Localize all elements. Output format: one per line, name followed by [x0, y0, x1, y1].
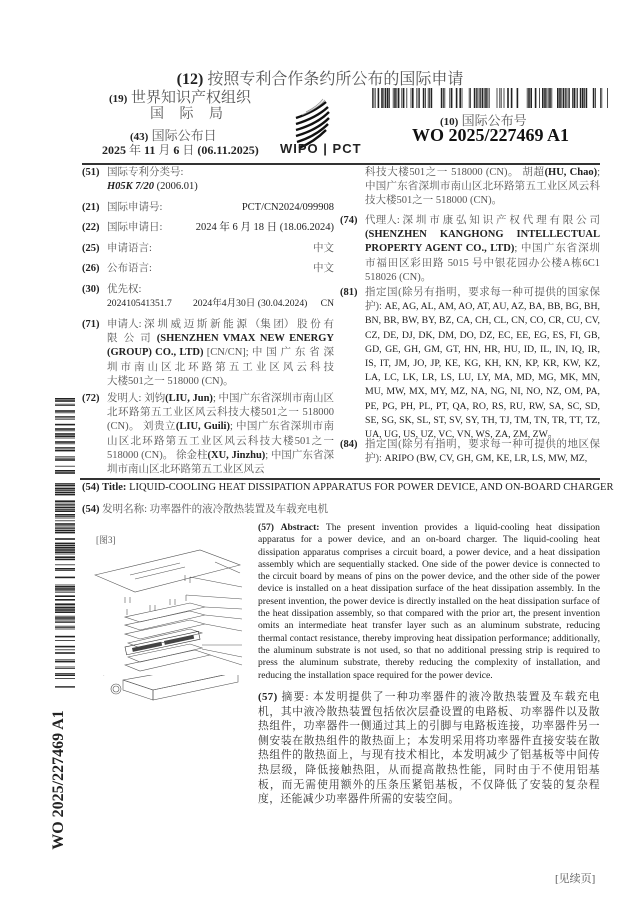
field-label: 公布语言: — [107, 263, 152, 274]
barcode-bar — [55, 466, 75, 467]
barcode-bar — [477, 88, 478, 108]
barcode-bar — [55, 619, 75, 620]
barcode-bar — [499, 88, 500, 108]
barcode-bar — [55, 487, 75, 488]
barcode-bar — [55, 603, 75, 605]
barcode-bar — [412, 88, 414, 108]
pub-day-cn: 日 — [182, 143, 195, 157]
barcode-bar — [55, 435, 75, 437]
barcode-bar — [55, 419, 75, 420]
field-label: 优先权: — [107, 284, 142, 295]
inventor-address: ; 中国广东省深圳市南山区北环路第五工业区风云 — [107, 449, 334, 476]
inventor-address: ; 中国广东省深圳市南山区北环路第五工业区风云科技大楼501之一 518000 (CN)。 — [107, 421, 334, 461]
application-number: PCT/CN2024/099908 — [241, 202, 334, 213]
barcode-bar — [55, 609, 75, 611]
barcode-bar — [55, 398, 75, 400]
pub-number-text: 国际公布号 — [461, 113, 527, 128]
barcode-bar — [55, 447, 75, 448]
barcode-bar — [511, 88, 513, 108]
barcode-bar — [557, 88, 559, 108]
barcode-bar — [55, 554, 75, 555]
inventor-name-en: (HU, Chao) — [544, 167, 598, 178]
barcode-bar — [55, 417, 75, 418]
barcode-bar — [479, 88, 480, 108]
abstract-text-en: The present invention provides a liquid-cooling heat dissipation apparatus for a power device, and an on-board charger. The liquid-cooling heat dissipation apparatus comprises a circuit board, a power device, and a heat dissipation assembly which are sequentially stacked. One side of the power device is connected to the circuit board by means of pins on the power device, and the other side of the power device is installed on a heat dissipation surface of the heat dissipation assembly. In the present invention, the power device is directly installed on the heat dissipation surface of the heat dissipation assembly, so that compared with the prior art, the present invention omits an intermediate heat transfer layer such as an aluminum substrate, reducing thermal contact resistance, thereby improving heat dissipation performance; additionally, the aluminum substrate is not used, so that no additional pressing strip is required to press the aluminum substrate, thereby reducing the complexity of installation, and reducing the installation space required for the power device. — [258, 522, 600, 681]
barcode-bar — [476, 88, 477, 108]
left-column — [82, 166, 334, 476]
filing-language: 中文 — [313, 243, 334, 254]
barcode-bar — [55, 514, 75, 516]
barcode-bar — [546, 88, 547, 108]
barcode-bar — [55, 516, 75, 517]
barcode-bar — [566, 88, 567, 108]
inventor-name-cn: 徐金柱 — [175, 449, 208, 461]
barcode-bar — [55, 595, 75, 597]
pub-date-text: 国际公布日 — [151, 128, 217, 143]
barcode-bar — [372, 88, 373, 108]
barcode-bar — [576, 88, 577, 108]
abstract-label: Abstract: — [280, 522, 320, 533]
priority-country: CN — [320, 298, 334, 309]
abstract-num: (57) — [258, 522, 274, 533]
barcode-bar — [55, 430, 75, 431]
barcode-bar — [55, 577, 75, 579]
field-num: (22) — [82, 222, 100, 233]
barcode-bar — [565, 88, 566, 108]
barcode-bar — [55, 459, 75, 461]
barcode-bar — [55, 528, 75, 529]
barcode-bar — [375, 88, 376, 108]
barcode-bar — [55, 622, 75, 623]
barcode-bar — [451, 88, 453, 108]
barcode-bar — [55, 568, 75, 570]
inventor-name-en: (XU, Jinzhu) — [207, 449, 266, 461]
barcode-bar — [401, 88, 402, 108]
field-num: (72) — [82, 393, 100, 404]
field-num: (30) — [82, 284, 100, 295]
barcode-bar — [444, 88, 445, 108]
pub-date-number: (43) — [130, 131, 149, 143]
barcode-bar — [55, 588, 75, 590]
publication-number: WO 2025/227469 A1 — [412, 125, 570, 145]
field-num: (74) — [340, 215, 358, 226]
barcode-bar — [55, 599, 75, 601]
barcode-bar — [55, 505, 75, 506]
field-num: (81) — [340, 287, 358, 298]
barcode-bar — [55, 490, 75, 491]
barcode-bar — [55, 458, 75, 459]
title-divider — [80, 478, 600, 480]
pub-day: 6 — [173, 143, 180, 157]
barcode-bar — [501, 88, 502, 108]
regional-states-label: 指定国(除另有指明，要求每一种可提供的地区保护): — [365, 439, 600, 465]
barcode-bar — [55, 626, 75, 627]
barcode-bar — [535, 88, 537, 108]
barcode-bar — [396, 88, 397, 108]
field-label: 国际申请号: — [107, 202, 163, 213]
barcode-bar — [55, 504, 75, 505]
barcode-bar — [507, 88, 509, 108]
barcode-bar — [55, 483, 75, 484]
barcode-bar — [55, 433, 75, 435]
barcode-bar — [55, 510, 75, 512]
barcode-bar — [55, 538, 75, 540]
barcode-icon — [372, 88, 608, 108]
barcode-bar — [55, 412, 75, 413]
barcode-bar — [416, 88, 417, 108]
pub-date-intl: (06.11.2025) — [197, 143, 259, 157]
inventor-address: ; 中国广东省深圳市南山区北环路第五工业区风云科技大楼501之一 518000 (CN)。 — [107, 393, 335, 433]
barcode-bar — [593, 88, 595, 108]
barcode-bar — [542, 88, 544, 108]
barcode-bar — [55, 520, 75, 521]
barcode-bar — [55, 525, 75, 526]
barcode-bar — [485, 88, 487, 108]
barcode-bar — [393, 88, 394, 108]
inventor-name-en: (LIU, Jun) — [165, 393, 213, 404]
barcode-bar — [381, 88, 383, 108]
applicant-name-en: (SHENZHEN VMAX NEW ENERGY (GROUP) CO., LTD) — [107, 333, 334, 359]
barcode-bar — [55, 687, 75, 688]
barcode-bar — [55, 530, 75, 532]
barcode-bar — [55, 416, 75, 417]
inventor-name-cn: 刘钧 — [144, 393, 166, 404]
side-barcode-icon — [55, 398, 75, 688]
inventor-name-cn: 刘贵立 — [143, 421, 176, 433]
header-divider — [82, 163, 600, 165]
abstract-en — [258, 522, 600, 682]
barcode-bar — [482, 88, 484, 108]
barcode-bar — [385, 88, 387, 108]
pub-month: 11 — [144, 143, 156, 157]
barcode-bar — [55, 646, 75, 648]
barcode-bar — [398, 88, 400, 108]
barcode-bar — [55, 586, 75, 588]
pub-month-cn: 月 — [158, 143, 171, 157]
agent-name-en: (SHENZHEN KANGHONG INTELLECTUAL PROPERTY AGENT CO., LTD) — [365, 229, 600, 255]
figure-label: [图3] — [96, 535, 116, 545]
barcode-bar — [55, 441, 75, 443]
barcode-bar — [55, 640, 75, 641]
barcode-bar — [387, 88, 389, 108]
kind-number: (12) — [176, 71, 204, 88]
barcode-bar — [55, 428, 75, 430]
barcode-bar — [55, 661, 75, 663]
barcode-bar — [55, 400, 75, 402]
barcode-bar — [55, 652, 75, 654]
barcode-bar — [431, 88, 433, 108]
designated-states-label: 指定国(除另有指明，要求每一种可提供的国家保护): — [365, 287, 600, 313]
barcode-bar — [419, 88, 420, 108]
barcode-bar — [563, 88, 565, 108]
document-kind — [0, 66, 640, 89]
barcode-bar — [484, 88, 485, 108]
barcode-bar — [378, 88, 380, 108]
continued-marker: [见续页] — [555, 873, 596, 885]
barcode-bar — [373, 88, 374, 108]
barcode-bar — [55, 488, 75, 490]
barcode-bar — [425, 88, 426, 108]
barcode-bar — [462, 88, 463, 108]
field-num: (26) — [82, 263, 100, 274]
barcode-bar — [383, 88, 384, 108]
barcode-bar — [55, 518, 75, 519]
barcode-bar — [607, 88, 608, 108]
field-num: (21) — [82, 202, 100, 213]
barcode-bar — [55, 448, 75, 449]
barcode-bar — [527, 88, 528, 108]
barcode-bar — [55, 503, 75, 504]
barcode-bar — [55, 621, 75, 622]
barcode-bar — [55, 545, 75, 547]
barcode-bar — [544, 88, 546, 108]
barcode-bar — [549, 88, 551, 108]
barcode-bar — [55, 494, 75, 496]
inventor-name-cn: 胡超 — [522, 167, 545, 178]
barcode-bar — [456, 88, 458, 108]
barcode-bar — [559, 88, 561, 108]
barcode-bar — [418, 88, 419, 108]
org-sub: 国 际 局 — [150, 107, 229, 122]
title-num: (54) — [82, 504, 100, 515]
pub-date — [102, 141, 259, 158]
barcode-bar — [55, 629, 75, 630]
abstract-text-cn: 本发明提供了一种功率器件的液冷散热装置及车载充电机，其中液冷散热装置包括依次层叠设置的电路板、功率器件以及散热组件，功率器件一侧通过其上的引脚与电路板连接，功率器件另一侧安装在散热组件的散热面上；本发明采用将功率器件直接安装在散热组件的散热面上，与现有技术相比，本发明减少了铝基板等中间传热层级，降低接触热阻，从而提高散热性能，同时由于不使用铝基板，而无需使用额外的压条压紧铝基板，不仅降低了安装的复杂程度，还能减少功率器件所需的安装空间。 — [258, 691, 600, 806]
pub-number-num: (10) — [440, 116, 459, 128]
priority-date: 2024年4月30日 (30.04.2024) — [193, 298, 308, 309]
barcode-bar — [55, 470, 75, 472]
barcode-bar — [55, 527, 75, 528]
barcode-bar — [428, 88, 429, 108]
agent-name-cn: 代理人: 深 圳 市 康 弘 知 识 产 权 代 理 有 限 公 司 — [365, 215, 600, 226]
applicant-name-cn: 申请人: 深 圳 威 迈 斯 新 能 源 （集 团） 股 份 有 限 公 司 — [107, 319, 334, 345]
barcode-bar — [389, 88, 390, 108]
abstract-label: 摘要: — [281, 691, 309, 703]
barcode-bar — [572, 88, 573, 108]
barcode-bar — [55, 438, 75, 439]
wipo-pct-logo-text: WIPO | PCT — [280, 141, 362, 156]
barcode-bar — [55, 450, 75, 452]
barcode-bar — [55, 668, 75, 669]
ipc-version: (2006.01) — [156, 181, 198, 192]
barcode-bar — [561, 88, 562, 108]
barcode-bar — [411, 88, 412, 108]
inventor-name-en: (LIU, Guili) — [175, 421, 230, 433]
barcode-bar — [580, 88, 582, 108]
barcode-bar — [55, 410, 75, 412]
barcode-bar — [489, 88, 490, 108]
barcode-bar — [55, 556, 75, 558]
barcode-bar — [55, 549, 75, 551]
barcode-bar — [530, 88, 532, 108]
barcode-bar — [55, 678, 75, 679]
org-number: (19) — [108, 93, 128, 105]
inventor-label: 发明人: — [107, 393, 145, 404]
barcode-bar — [601, 88, 602, 108]
barcode-bar — [55, 667, 75, 668]
barcode-bar — [470, 88, 471, 108]
barcode-bar — [55, 606, 75, 607]
barcode-bar — [55, 585, 75, 586]
barcode-bar — [528, 88, 530, 108]
field-num: (25) — [82, 243, 100, 254]
barcode-bar — [504, 88, 505, 108]
barcode-bar — [55, 523, 75, 525]
field-label: 申请语言: — [107, 243, 152, 254]
barcode-bar — [443, 88, 444, 108]
barcode-bar — [55, 592, 75, 593]
barcode-bar — [55, 590, 75, 591]
barcode-bar — [582, 88, 584, 108]
publication-language: 中文 — [313, 263, 334, 274]
side-pubno-text: WO 2025/227469 A1 — [50, 710, 67, 850]
barcode-bar — [55, 616, 75, 617]
barcode-bar — [584, 88, 585, 108]
barcode-bar — [573, 88, 575, 108]
field-label: 国际申请日: — [107, 222, 163, 233]
barcode-bar — [406, 88, 407, 108]
field-label: 国际专利分类号: — [107, 167, 184, 178]
title-num: (54) — [82, 482, 100, 493]
barcode-bar — [441, 88, 443, 108]
right-column — [340, 166, 600, 476]
barcode-bar — [55, 649, 75, 650]
barcode-bar — [55, 564, 75, 565]
barcode-bar — [577, 88, 578, 108]
barcode-bar — [55, 509, 75, 510]
abstract-num: (57) — [258, 691, 278, 703]
barcode-bar — [55, 686, 75, 687]
barcode-bar — [548, 88, 549, 108]
barcode-bar — [55, 500, 75, 502]
title-text-cn: 功率器件的液冷散热装置及车载充电机 — [149, 504, 329, 515]
heat-sink-drawing — [98, 675, 248, 715]
barcode-bar — [55, 424, 75, 426]
filing-date: 2024 年 6 月 18 日 (18.06.2024) — [195, 222, 334, 233]
inventors-continued — [365, 166, 600, 209]
kind-text: 按照专利合作条约所公布的国际申请 — [207, 71, 464, 88]
barcode-bar — [55, 404, 75, 405]
barcode-bar — [55, 627, 75, 628]
barcode-bar — [55, 456, 75, 457]
barcode-bar — [55, 492, 75, 494]
barcode-bar — [551, 88, 552, 108]
barcode-bar — [474, 88, 476, 108]
title-en — [82, 482, 613, 493]
barcode-bar — [55, 543, 75, 545]
barcode-bar — [480, 88, 481, 108]
barcode-bar — [403, 88, 405, 108]
barcode-bar — [568, 88, 569, 108]
side-publication-number — [44, 700, 74, 860]
field-num: (84) — [340, 439, 358, 450]
barcode-bar — [449, 88, 450, 108]
barcode-bar — [55, 532, 75, 534]
barcode-bar — [55, 617, 75, 619]
barcode-bar — [55, 507, 75, 509]
barcode-bar — [429, 88, 430, 108]
barcode-bar — [600, 88, 601, 108]
barcode-bar — [423, 88, 425, 108]
title-text-en: LIQUID-COOLING HEAT DISSIPATION APPARATUS FOR POWER DEVICE, AND ON-BOARD CHARGER — [129, 482, 614, 493]
barcode-bar — [55, 673, 75, 674]
barcode-bar — [517, 88, 519, 108]
org-name: 世界知识产权组织 — [131, 90, 252, 106]
barcode-bar — [55, 472, 75, 474]
title-label: Title: — [102, 482, 127, 493]
ipc-code: H05K 7/20 — [107, 181, 154, 192]
field-num: (51) — [82, 167, 100, 178]
agent-address: ; 中国广东省深圳市福田区彩田路 5015 号中银花园办公楼A栋6C1 518026 (CN)。 — [365, 243, 601, 283]
barcode-bar — [459, 88, 461, 108]
title-label: 发明名称: — [102, 504, 148, 515]
barcode-bar — [569, 88, 570, 108]
barcode-bar — [586, 88, 588, 108]
priority-app-number: 202410541351.7 — [107, 298, 172, 309]
barcode-bar — [55, 443, 75, 444]
title-cn — [82, 501, 328, 516]
barcode-bar — [55, 607, 75, 609]
designated-states: AE, AG, AL, AM, AO, AT, AU, AZ, BA, BB, BG, BH, BN, BR, BW, BY, BZ, CA, CH, CL, CN, CO, CR, CU, CV, CZ, DE, DJ, DK, DM, DO, DZ, EC, EE, EG, ES, FI, GB, GD, GE, GH, GM, GT, HN, HR, HU, ID, IL, IN, IQ, IR, IS, IT, JM, JO, JP, KE, KG, KH, KN, KP, KR, KW, KZ, LA, LC, LK, LR, LS, LU, LY, MA, MD, MG, MK, MN, MU, MW, MX, MY, MZ, NA, NG, NI, NO, NZ, OM, PA, PE, PG, PH, PL, PT, QA, RO, RS, RU, RW, SA, SC, SD, SE, SG, SK, SL, ST, SV, SY, TH, TJ, TM, TN, TR, TT, TZ, UA, UG, US, UZ, VC, VN, WS, ZA, ZM, ZW。 — [365, 301, 600, 441]
applicant-address: [CN/CN]; 中 国 广 东 省 深 圳 市 南 山 区 北 环 路 第 五 工 业 区 风 云 科 技 大楼501之一 518000 (CN)。 — [107, 347, 335, 387]
barcode-bar — [595, 88, 596, 108]
pub-year-cn: 年 — [129, 143, 142, 157]
barcode-bar — [55, 659, 75, 660]
barcode-bar — [55, 636, 75, 638]
field-num: (71) — [82, 319, 100, 330]
barcode-bar — [55, 570, 75, 571]
inventor-address: 科技大楼501之一 518000 (CN)。 — [365, 167, 523, 178]
barcode-bar — [55, 405, 75, 406]
barcode-bar — [497, 88, 498, 108]
barcode-bar — [55, 551, 75, 553]
barcode-bar — [55, 547, 75, 549]
barcode-bar — [469, 88, 470, 108]
barcode-bar — [55, 484, 75, 486]
barcode-bar — [487, 88, 488, 108]
barcode-bar — [539, 88, 540, 108]
barcode-bar — [55, 559, 75, 561]
exploded-view-drawing — [90, 545, 255, 675]
barcode-bar — [394, 88, 396, 108]
abstract-cn — [258, 690, 600, 807]
regional-states: ARIPO (BW, CV, GH, GM, KE, LR, LS, MW, MZ, — [384, 453, 588, 465]
pub-year: 2025 — [102, 143, 126, 157]
inventor-address: ; 中国广东省深圳市南山区北环路第五工业区风云科技大楼501之一 518000 (CN)。 — [365, 167, 600, 207]
barcode-bar — [55, 611, 75, 613]
barcode-bar — [55, 674, 75, 676]
